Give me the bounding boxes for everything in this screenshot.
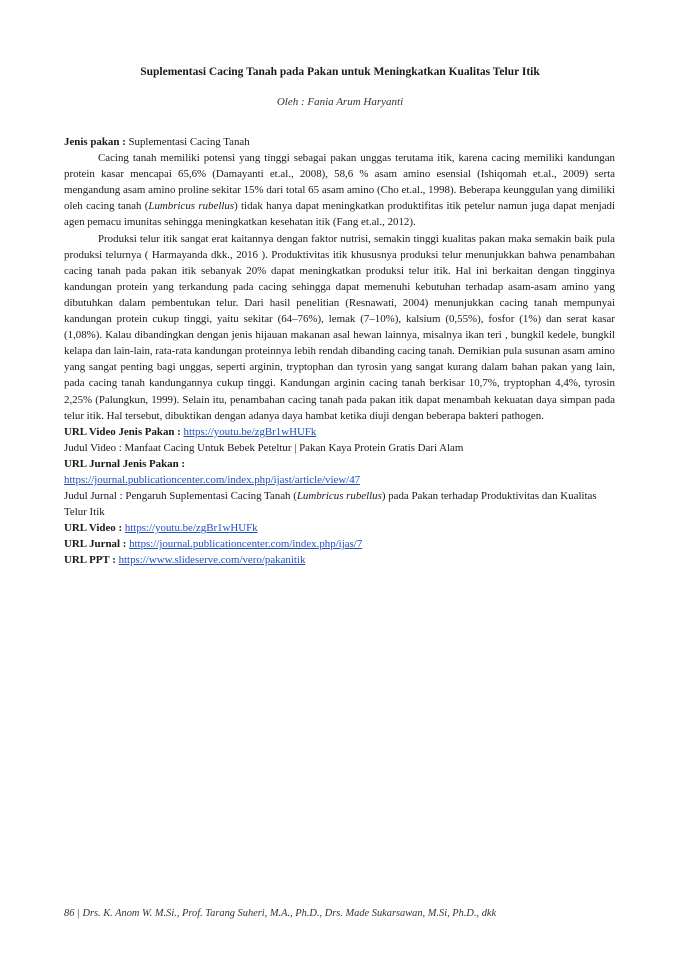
url-jurnal-link[interactable]: https://journal.publicationcenter.com/index.php/ijas/7 <box>129 538 363 551</box>
video-jenis-pakan-line <box>64 424 615 440</box>
species-name: Lumbricus rubellus <box>148 200 235 213</box>
jenis-pakan-label: Jenis pakan : <box>64 136 126 148</box>
video-jenis-pakan-link[interactable]: https://youtu.be/zgBr1wHUFk <box>183 425 317 438</box>
jenis-pakan-line <box>64 134 615 150</box>
page-footer: 86 | Drs. K. Anom W. M.Si., Prof. Tarang Suheri, M.A., Ph.D., Drs. Made Sukarsawan, M.Si, Ph.D., dkk <box>64 908 497 919</box>
url-video-label: URL Video : <box>64 522 123 535</box>
judul-jurnal-species: Lumbricus rubellus <box>296 490 382 503</box>
jurnal-jenis-pakan-link[interactable]: https://journal.publicationcenter.com/index.php/ijast/article/view/47 <box>64 473 361 486</box>
document-title: Suplementasi Cacing Tanah pada Pakan untuk Meningkatkan Kualitas Telur Itik <box>140 66 540 78</box>
document-body <box>64 134 615 569</box>
url-ppt-link[interactable]: https://www.slideserve.com/vero/pakanitik <box>118 554 306 567</box>
jurnal-jenis-pakan-line <box>64 456 615 472</box>
judul-video-line: Judul Video : Manfaat Cacing Untuk Bebek Peteltur | Pakan Kaya Protein Gratis Dari Alam <box>64 441 464 454</box>
jurnal-jenis-pakan-label: URL Jurnal Jenis Pakan : <box>64 457 186 470</box>
url-video-line <box>64 520 615 536</box>
judul-jurnal-line <box>64 488 615 520</box>
url-ppt-line <box>64 552 615 568</box>
url-jurnal-line <box>64 536 615 552</box>
video-jenis-pakan-label: URL Video Jenis Pakan : <box>64 425 181 438</box>
paragraph-1 <box>64 150 615 230</box>
url-video-link[interactable]: https://youtu.be/zgBr1wHUFk <box>124 522 258 535</box>
paragraph-1-text-b: ) tidak hanya dapat meningkatkan produktifitas itik petelur namun juga dapat menjadi agen pemacu imunitas sehingga meningkatkan kesehatan itik (Fang et.al., 2012). <box>64 200 616 229</box>
paragraph-2: Produksi telur itik sangat erat kaitannya dengan faktor nutrisi, semakin tinggi kualitas pakan maka semakin baik pula produksi telurnya ( Harmayanda dkk., 2016 ). Produktivitas itik khususnya produksi telur menunjukkan bahwa penambahan cacing tanah pada pakan itik sebanyak 20% dapat meningkatkan produksi telur itik. Hal ini berkaitan dengan tingginya kandungan protein yang terkandung pada cacing sehingga dapat memenuhi kebutuhan terhadap asam-asam amino yang dibutuhkan dalam pembentukan telur. Dari hasil penelitian (Resnawati, 2004) menunjukkan cacing tanah mempunyai kandungan protein cukup tinggi, yaitu sekitar (64–76%), lemak (7–10%), kalsium (0,55%), fosfor (1%) dan serat kasar (1,08%). Kalau dibandingkan dengan jenis hijauan makanan asal hewan lainnya, misalnya ikan teri , bungkil kedele, bungkil kelapa dan lain-lain, rata-rata kandungan proteinnya lebih rendah dibanding cacing tanah. Demikian pula susunan asam amino yang sangat penting bagi unggas, seperti arginin, tryptophan dan tyrosin yang sangat kurang dalam bahan pakan yang lain, pada cacing tanah kandungannya cukup tinggi. Kandungan arginin cacing tanah berkisar 10,7%, tryptophan 4,4%, tyrosin 2,25% (Palungkun, 1999). Selain itu, penambahan cacing tanah pada pakan itik dapat menambah kekuatan daya simpan pada telur itik. Hal tersebut, dibuktikan dengan adanya daya hambat ketika diuji dengan beberapa bakteri pathogen. <box>64 232 615 422</box>
url-ppt-label: URL PPT : <box>64 554 116 567</box>
url-jurnal-label: URL Jurnal : <box>64 538 127 551</box>
author-line: Oleh : Fania Arum Haryanti <box>276 96 404 108</box>
judul-jurnal-text-a: Judul Jurnal : Pengaruh Suplementasi Cacing Tanah ( <box>64 490 297 503</box>
judul-jurnal-text-b: ) pada Pakan terhadap Produktivitas dan Kualitas Telur Itik <box>64 490 597 519</box>
paragraph-1-text-a: Cacing tanah memiliki potensi yang tinggi sebagai pakan unggas terutama itik, karena cacing memiliki kandungan protein kasar mencapai 65,6% (Damayanti et.al., 2008), 58,6 % asam amino esensial (Ishiqomah et.al., 2009) serta mengandung asam amino proline sekitar 15% dari total 65 asam amino (Cho et.al., 1998). Beberapa keunggulan yang dimiliki oleh cacing tanah ( <box>64 152 615 213</box>
jurnal-jenis-pakan-url-line <box>64 472 615 488</box>
jenis-pakan-value: Suplementasi Cacing Tanah <box>128 136 250 148</box>
